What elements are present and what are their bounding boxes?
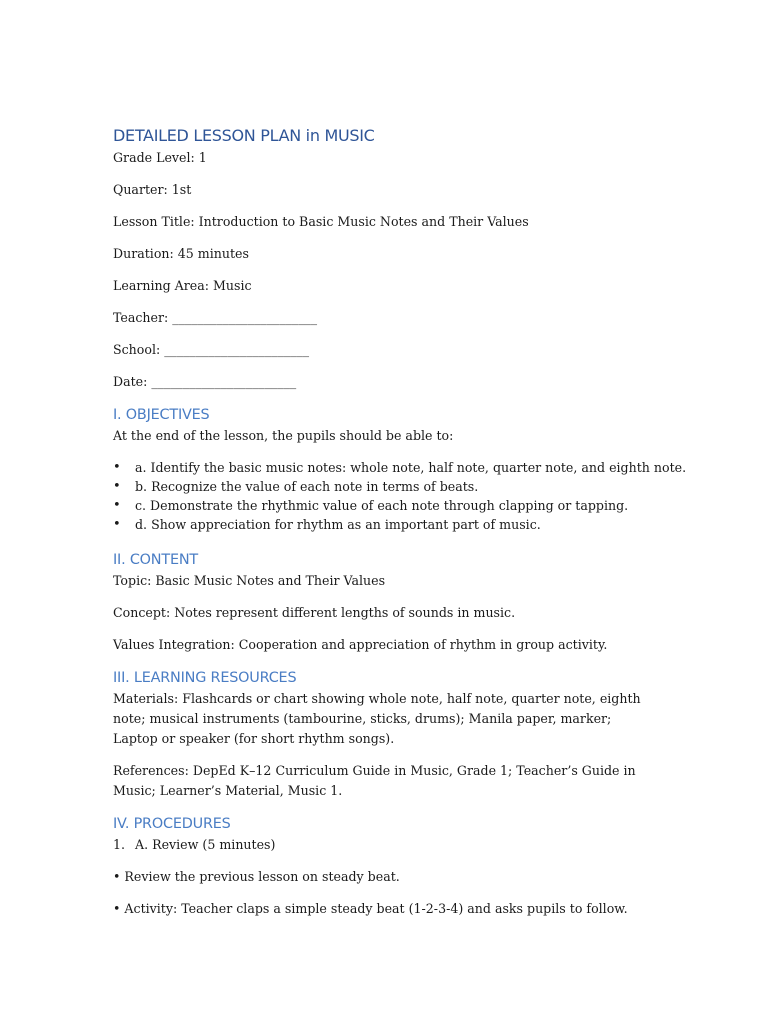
objectives-intro: At the end of the lesson, the pupils should be able to: xyxy=(113,428,454,443)
resources-references: References: DepEd K–12 Curriculum Guide in Music, Grade 1; Teacher’s Guide in Music; Learner’s Material, Music 1. xyxy=(113,763,636,798)
grade-level-field: Grade Level: 1 xyxy=(113,150,207,165)
objectives-heading: I. OBJECTIVES xyxy=(113,407,210,423)
quarter-field: Quarter: 1st xyxy=(113,182,192,197)
procedure-review: • Review the previous lesson on steady beat. xyxy=(113,869,400,884)
objective-text: c. Demonstrate the rhythmic value of each note through clapping or tapping. xyxy=(135,498,629,513)
list-item xyxy=(113,477,658,496)
objective-text: d. Show appreciation for rhythm as an important part of music. xyxy=(135,517,541,532)
objectives-list xyxy=(113,458,687,534)
bullet-icon: • xyxy=(113,460,121,475)
date-field: Date: _______________________ xyxy=(113,374,297,389)
step-label: A. Review (5 minutes) xyxy=(135,837,276,852)
list-item xyxy=(113,496,658,515)
list-item xyxy=(113,458,687,477)
resources-materials: Materials: Flashcards or chart showing whole note, half note, quarter note, eighth note; musical instruments (tambourine, sticks, drums); Manila paper, marker; Laptop or speaker (for short rhythm songs). xyxy=(113,691,641,746)
teacher-field: Teacher: _______________________ xyxy=(113,310,318,325)
document-page xyxy=(113,124,687,919)
duration-field: Duration: 45 minutes xyxy=(113,246,249,261)
procedures-heading: IV. PROCEDURES xyxy=(113,816,231,832)
procedure-activity: • Activity: Teacher claps a simple steady beat (1-2-3-4) and asks pupils to follow. xyxy=(113,901,628,916)
bullet-icon: • xyxy=(113,517,121,532)
step-number: 1. xyxy=(113,837,126,852)
procedure-step xyxy=(113,835,658,855)
objective-text: b. Recognize the value of each note in terms of beats. xyxy=(135,479,479,494)
bullet-icon: • xyxy=(113,479,121,494)
lesson-title-field: Lesson Title: Introduction to Basic Music Notes and Their Values xyxy=(113,214,529,229)
learning-area-field: Learning Area: Music xyxy=(113,278,252,293)
document-title: DETAILED LESSON PLAN in MUSIC xyxy=(113,126,375,145)
content-heading: II. CONTENT xyxy=(113,552,199,568)
list-item xyxy=(113,515,658,534)
resources-heading: III. LEARNING RESOURCES xyxy=(113,670,297,686)
school-field: School: _______________________ xyxy=(113,342,310,357)
objective-text: a. Identify the basic music notes: whole note, half note, quarter note, and eighth note. xyxy=(135,460,687,475)
content-topic: Topic: Basic Music Notes and Their Values xyxy=(113,573,386,588)
bullet-icon: • xyxy=(113,498,121,513)
content-values: Values Integration: Cooperation and appreciation of rhythm in group activity. xyxy=(113,637,608,652)
content-concept: Concept: Notes represent different lengths of sounds in music. xyxy=(113,605,516,620)
